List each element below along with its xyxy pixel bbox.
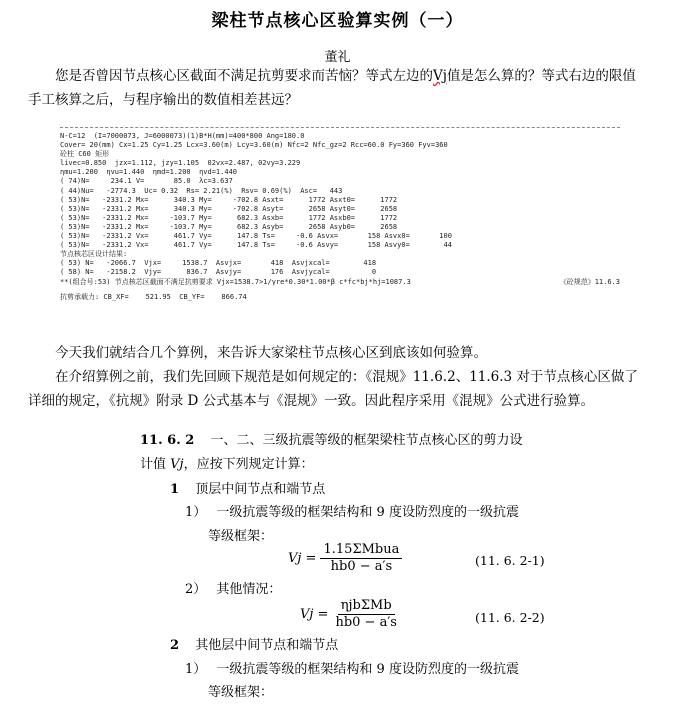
sub-item-3-cont: 等级框架：: [208, 685, 274, 700]
clause-number: 11. 6. 2: [140, 433, 195, 448]
sub-item-1-number: 1）: [185, 505, 207, 520]
sub-item-3-text: 一级抗震等级的框架结构和 9 度设防烈度的一级抗震: [216, 662, 519, 677]
output-lines: [60, 132, 620, 287]
sub-item-2-text: 其他情况：: [216, 582, 282, 597]
output-line: 砼柱 C60 矩形: [60, 150, 110, 159]
output-warning-line: [60, 278, 620, 287]
eq2-fraction: [332, 598, 400, 631]
clause-vj: Vj: [170, 457, 184, 472]
output-line: ( 53)N= -2331.2 Mx= 340.3 My= -702.8 Asxt= 1772 Asxt0= 1772: [60, 195, 398, 204]
output-line: 节点核芯区设计结果:: [60, 250, 128, 259]
output-line: ηmu=1.200 ηvu=1.440 ηmd=1.200 ηvd=1.440: [60, 168, 238, 177]
output-line: ( 53)N= -2331.2 Mx= -103.7 My= 682.3 Asxb= 1772 Asxb0= 1772: [60, 213, 398, 222]
clause-text-2b: ，应按下列规定计算：: [183, 457, 314, 472]
output-line: ( 74)N= 234.1 V= 85.0 λc=3.637: [60, 177, 233, 186]
intro-text-2: 值是怎么算的？等式右边的限值手工核算之后，与程序输出的数值相差甚远？: [28, 68, 636, 108]
item-2: [170, 635, 338, 657]
equation-1-number: (11. 6. 2-1): [475, 553, 545, 568]
eq2-numerator: ηjbΣMb: [338, 598, 395, 615]
output-line: Cover= 20(mm) Cx=1.25 Cy=1.25 Lcx=3.60(m) Lcy=3.60(m) Nfc=2 Nfc_gz=2 Rcc=60.0 Fy=360 Fyv=360: [60, 141, 448, 150]
sub-item-2-number: 2）: [185, 582, 207, 597]
clause-text-1: 一、二、三级抗震等级的框架梁柱节点核心区的剪力设: [210, 433, 523, 448]
output-line: ( 53)N= -2331.2 Vx= 461.7 Vy= 147.8 Ts= -0.6 Asvy= 158 Asvy0= 44: [60, 241, 452, 250]
eq2-lhs: Vj =: [300, 606, 329, 622]
item-2-text: 其他层中间节点和端节点: [195, 638, 339, 653]
output-line: ( 53) N= -2066.7 Vjx= 1538.7 Asvjx= 418 Asvjxcal= 418: [60, 259, 377, 268]
equation-1: [288, 542, 402, 575]
sub-item-1: [185, 502, 519, 524]
shear-capacity-line: 抗剪承载力: CB_XF= 521.95 CB_YF= 866.74: [60, 292, 247, 301]
output-line: ( 53)N= -2331.2 Mx= -103.7 My= 682.3 Asyb= 2658 Asyb0= 2658: [60, 222, 398, 231]
item-2-number: 2: [170, 638, 180, 653]
item-1: [170, 479, 325, 501]
sub-item-1-cont: 等级框架：: [208, 529, 274, 544]
paragraph-2: 今天我们就结合几个算例，来告诉大家梁柱节点核心区到底该如何验算。: [55, 345, 487, 361]
equation-2: [300, 598, 400, 631]
sub-item-1-text: 一级抗震等级的框架结构和 9 度设防烈度的一级抗震: [216, 505, 519, 520]
eq1-numerator: 1.15ΣMbua: [320, 542, 402, 559]
item-1-text: 顶层中间节点和端节点: [195, 482, 326, 497]
article-title: 梁柱节点核心区验算实例（一）: [211, 11, 464, 31]
intro-text-1: 您是否曾因节点核心区截面不满足抗剪要求而苦恼？等式左边的: [55, 68, 433, 84]
intro-vj: Vj: [433, 68, 447, 84]
output-line: ( 53)N= -2331.2 Vx= 461.7 Vy= 147.8 Ts= -0.6 Asvx= 158 Asvx0= 100: [60, 232, 452, 241]
paragraph-3: 在介绍算例之前，我们先回顾下规范是如何规定的：《混规》11.6.2、11.6.3 对于节点核心区做了详细的规定，《抗规》附录 D 公式基本与《混规》一致。因此程序采用《混规》公式进行验算。: [28, 369, 638, 409]
output-line: livec=0.850 jzx=1.112, jzy=1.105 02vx=2.487, 02vy=3.229: [60, 159, 301, 168]
output-warning-text: **(组合号:53) 节点核芯区截面不满足抗剪要求 Vjx=1538.7>1/γre*0.30*1.00*β c*fc*bj*hj=1087.3: [60, 277, 411, 286]
sub-item-2: [185, 579, 281, 601]
item-1-number: 1: [170, 482, 180, 497]
intro-paragraph: [28, 64, 643, 112]
equation-2-number: (11. 6. 2-2): [475, 610, 545, 625]
output-divider: [60, 127, 620, 131]
sub-item-3-number: 1）: [185, 662, 207, 677]
program-output-screenshot: [60, 127, 620, 302]
eq2-denominator: hb0 − a′s: [335, 615, 397, 630]
output-line: N-C=12 (I=7000073, J=6000073)(1)B*H(mm)=400*800 Ang=180.0: [60, 132, 305, 140]
output-warning-ref: 《砼规范》11.6.3: [559, 277, 620, 286]
clause-text-2a: 计值: [140, 457, 171, 472]
eq1-fraction: [320, 542, 402, 575]
output-line: ( 53)N= -2331.2 Mx= 340.3 My= -702.8 Asyt= 2658 Asyt0= 2658: [60, 204, 398, 213]
eq1-lhs: Vj =: [288, 550, 317, 566]
author-name: 董礼: [324, 50, 351, 65]
output-line: ( 44)Nu= -2774.3 Uc= 0.32 Rs= 2.21(%) Rsv= 0.69(%) Asc= 443: [60, 186, 343, 195]
clause-line-2: [140, 454, 314, 476]
sub-item-3: [185, 659, 519, 681]
clause-line-1: [140, 430, 522, 452]
eq1-denominator: hb0 − a′s: [330, 559, 393, 574]
output-line: ( 58) N= -2158.2 Vjy= 836.7 Asvjy= 176 Asvjycal= 0: [60, 268, 377, 277]
